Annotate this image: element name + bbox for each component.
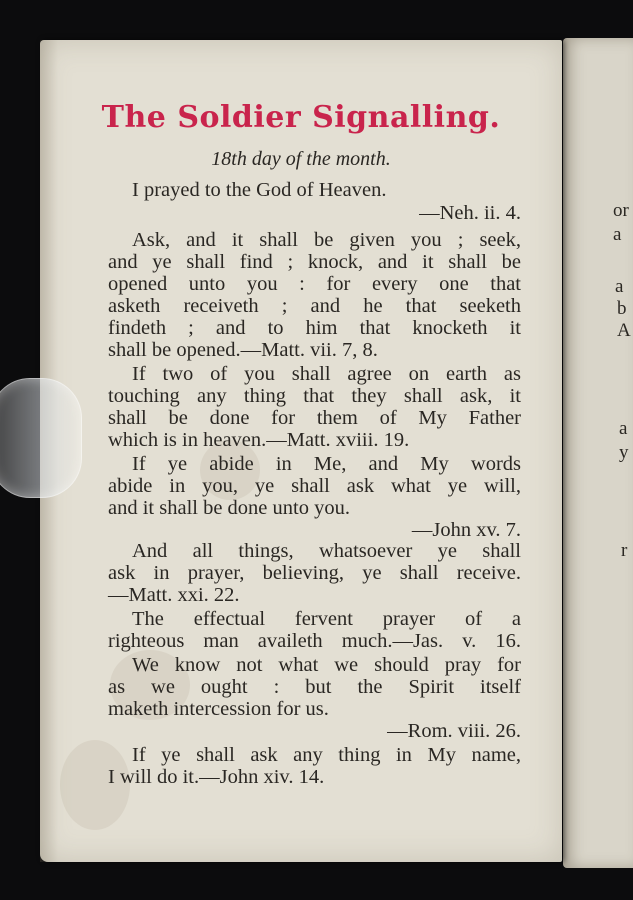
verse-line: as we ought : but the Spirit itself — [108, 676, 521, 698]
verse-reference: —Rom. viii. 26. — [387, 720, 521, 742]
verse-line: and ye shall find ; knock, and it shall be — [108, 251, 521, 273]
next-page-fragment: a — [615, 276, 624, 297]
verse-line: abide in you, ye shall ask what ye will, — [108, 475, 521, 497]
verse-line: Ask, and it shall be given you ; seek, — [132, 229, 521, 251]
verse-line: shall be done for them of My Father — [108, 407, 521, 429]
verse-line: The effectual fervent prayer of a — [132, 608, 521, 630]
verse-line: findeth ; and to him that knocketh it — [108, 317, 521, 339]
next-page-fragment: a — [613, 224, 622, 245]
verse-line: and it shall be done unto you. — [108, 497, 350, 519]
page-clip — [0, 378, 82, 498]
next-page-edge — [563, 38, 633, 868]
verse-line: I prayed to the God of Heaven. — [132, 179, 387, 201]
page-subtitle: 18th day of the month. — [211, 148, 391, 170]
verse-line: opened unto you : for every one that — [108, 273, 521, 295]
book-page — [40, 40, 562, 862]
verse-line: maketh intercession for us. — [108, 698, 329, 720]
verse-line: asketh receiveth ; and he that seeketh — [108, 295, 521, 317]
verse-line: I will do it.—John xiv. 14. — [108, 766, 325, 788]
verse-line: If ye shall ask any thing in My name, — [132, 744, 521, 766]
verse-line: If two of you shall agree on earth as — [132, 363, 521, 385]
verse-line: touching any thing that they shall ask, it — [108, 385, 521, 407]
verse-reference: —Neh. ii. 4. — [419, 202, 521, 224]
next-page-fragment: b — [617, 298, 627, 319]
verse-reference: —John xv. 7. — [411, 519, 521, 541]
verse-line: shall be opened.—Matt. vii. 7, 8. — [108, 339, 378, 361]
verse-line: which is in heaven.—Matt. xviii. 19. — [108, 429, 410, 451]
verse-line: And all things, whatsoever ye shall — [132, 540, 521, 562]
verse-line: ask in prayer, believing, ye shall receive. — [108, 562, 521, 584]
verse-reference: —Matt. xxi. 22. — [108, 584, 240, 606]
next-page-fragment: y — [619, 442, 629, 463]
verse-line: righteous man availeth much.—Jas. v. 16. — [108, 630, 521, 652]
next-page-fragment: a — [619, 418, 628, 439]
next-page-fragment: A — [617, 320, 631, 341]
next-page-fragment: or — [613, 200, 629, 221]
next-page-fragment: r — [621, 540, 628, 561]
page-title: The Soldier Signalling. — [101, 100, 501, 135]
verse-line: If ye abide in Me, and My words — [132, 453, 521, 475]
verse-line: We know not what we should pray for — [132, 654, 521, 676]
